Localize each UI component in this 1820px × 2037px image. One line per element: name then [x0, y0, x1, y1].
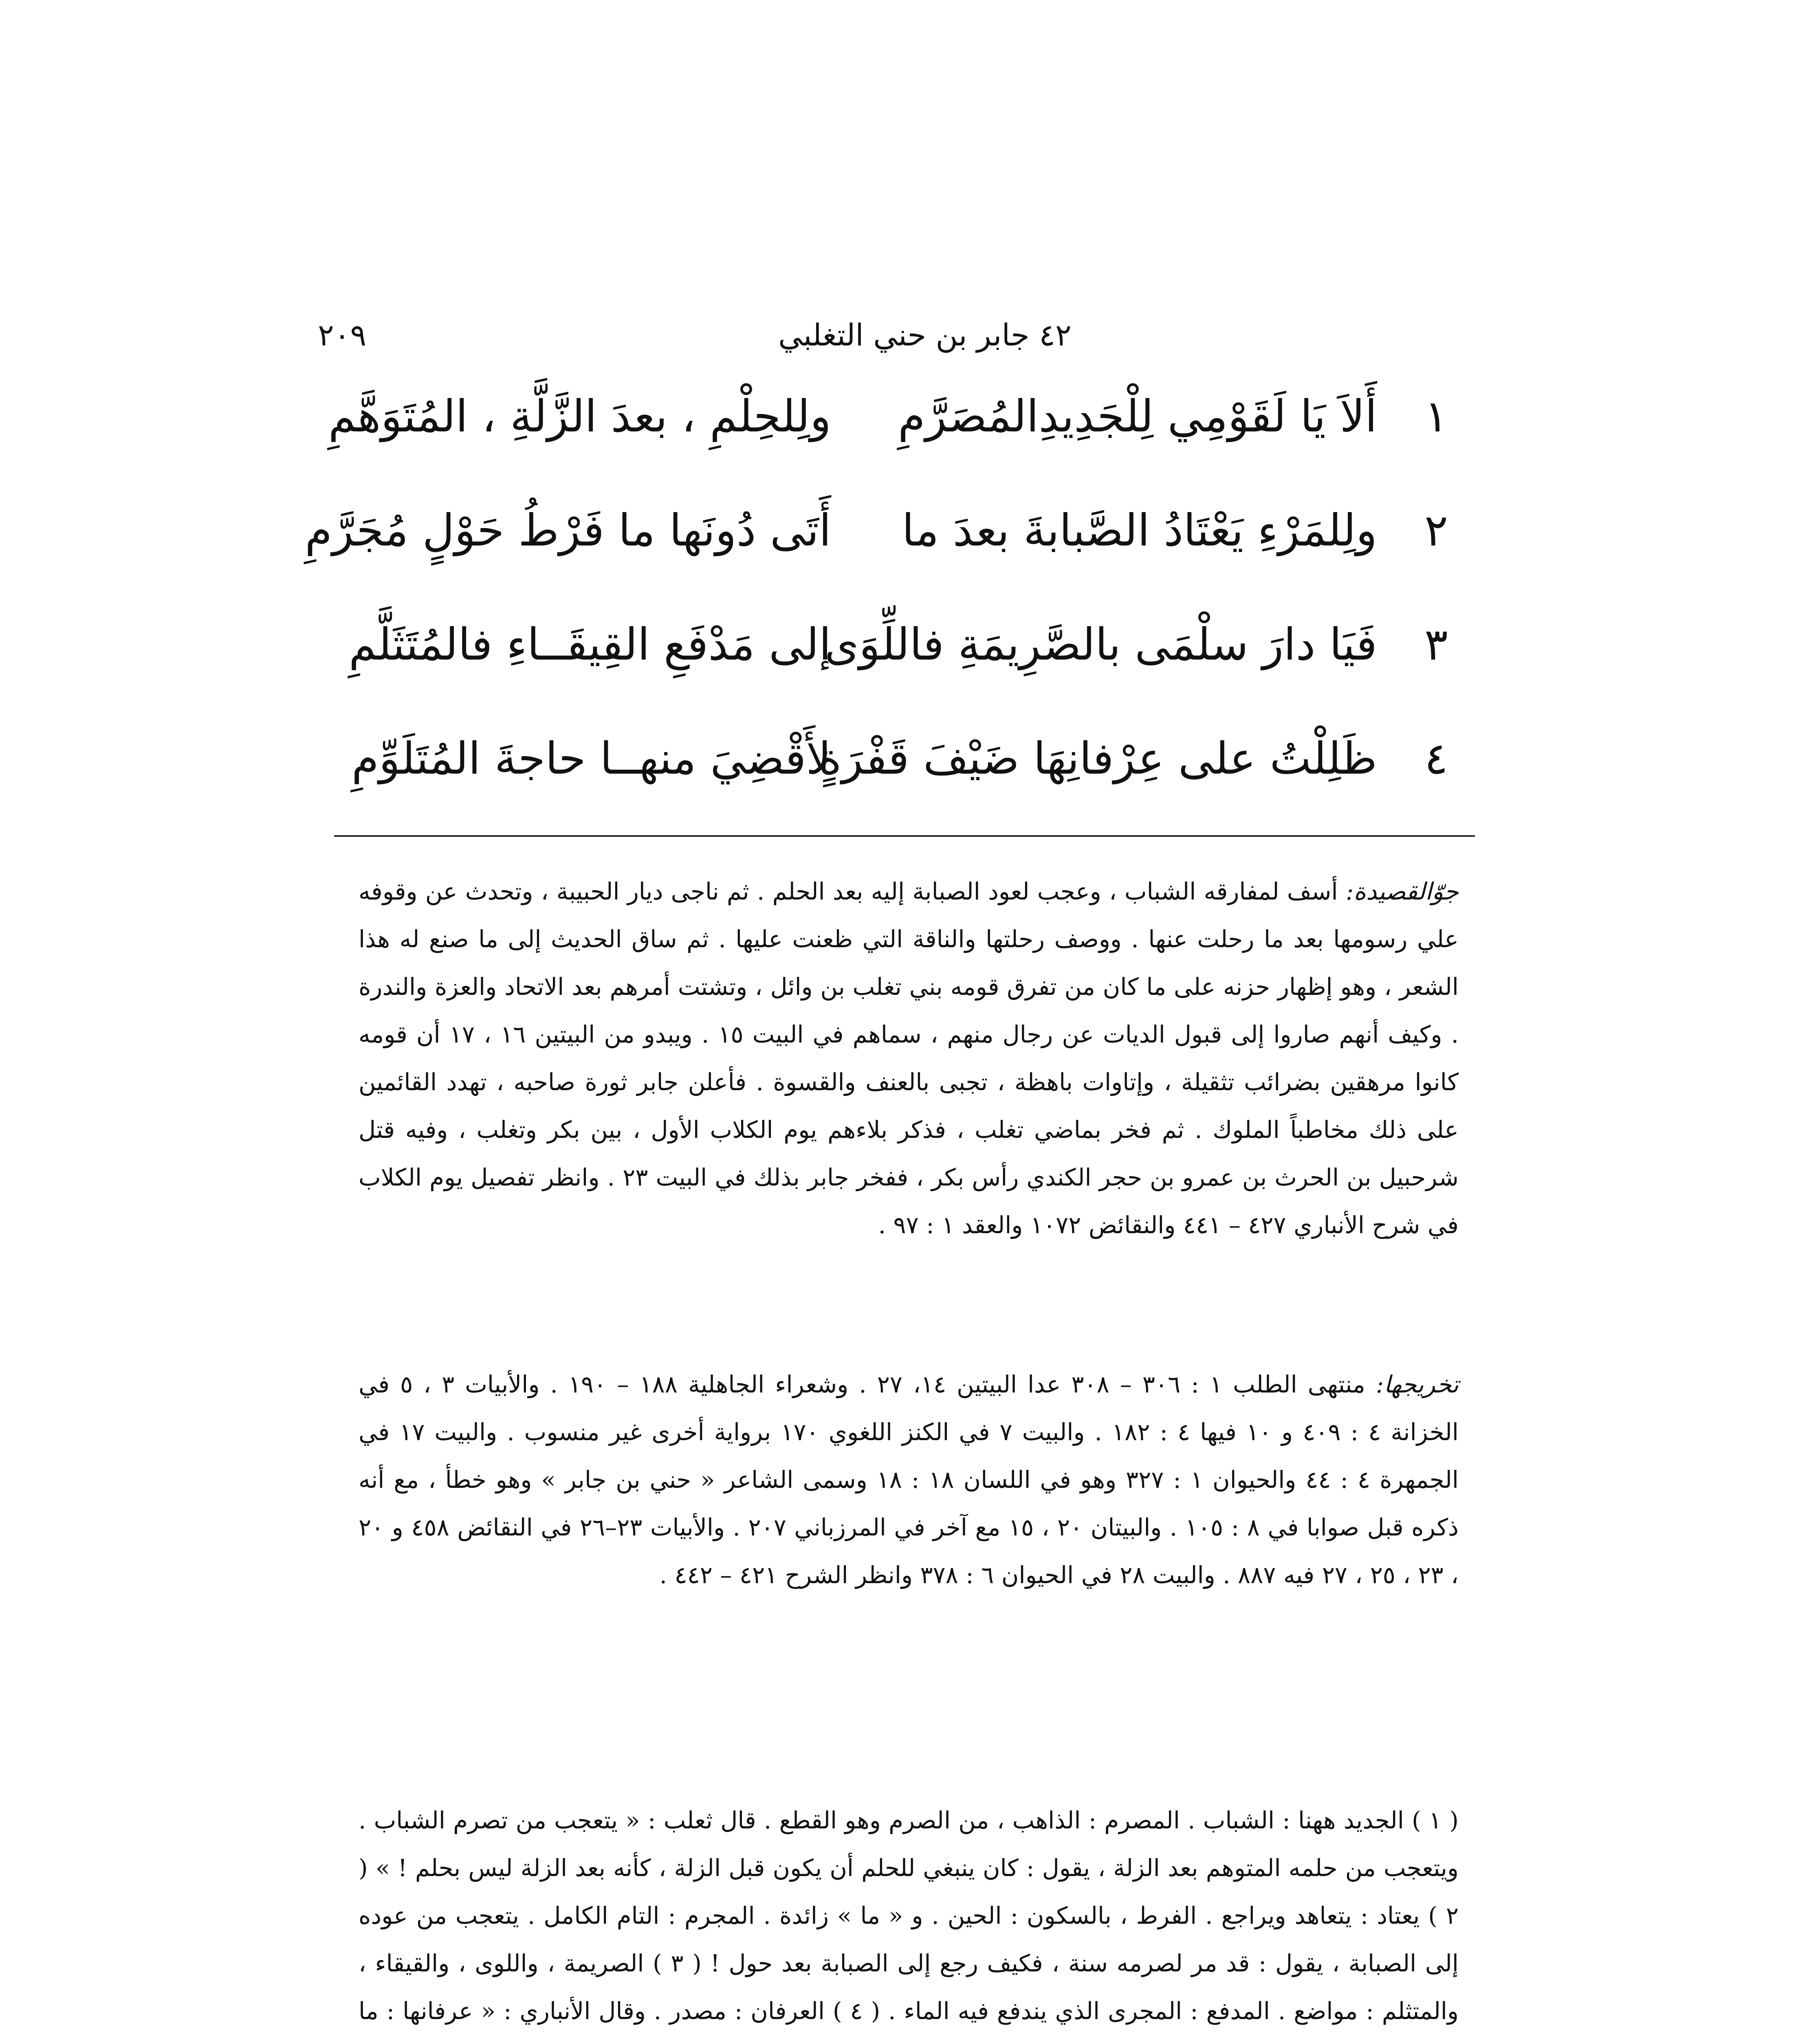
- verse-number: ٣: [1424, 619, 1448, 670]
- page-number: ٢٠٩: [318, 318, 367, 353]
- glosses-text: ( ١ ) الجديد ههنا : الشباب . المصرم : الذاهب ، من الصرم وهو القطع . قال ثعلب : « يتعجب من تصرم الشباب . ويتعجب من حلمه المتوهم بعد الزلة ، يقول : كان ينبغي للحلم أن يكون قبل الزلة ، كأنه بعد الزلة ليس بحلم ! » ( ٢ ) يعتاد : يتعاهد ويراجع . الفرط ، بالسكون : الحين . و « ما » زائدة . المجرم : التام الكامل . يتعجب من عوده إلى الصبابة ، يقول : قد مر لصرمه سنة ، فكيف رجع إلى الصبابة بعد حول ! ( ٣ ) الصريمة ، واللوى ، والقيقاء ، والمتثلم : مواضع . المدفع : المجرى الذي يندفع فيه الماء . ( ٤ ) العرفان : مصدر . وقال الأنباري : « عرفانها : ما: [359, 1806, 1459, 2025]
- summary-label: جوّالقصيدة:: [1345, 878, 1459, 905]
- verse-first-hemistich: ظَلِلْتُ على عِرْفانِهَا ضَيْفَ قَفْرَةٍ: [819, 733, 1377, 784]
- summary-text: أسف لمفارقه الشباب ، وعجب لعود الصبابة إليه بعد الحلم . ثم ناجى ديار الحبيبة ، وتحدث عن وقوفه علي رسومها بعد ما رحلت عنها . ووصف رحلتها والناقة التي ظعنت عليها . ثم ساق الحديث إلى ما صنع له هذا الشعر ، وهو إظهار حزنه على ما كان من تفرق قومه بني تغلب بن وائل ، وتشتت أمرهم بعد الاتحاد والعزة والندرة . وكيف أنهم صاروا إلى قبول الديات عن رجال منهم ، سماهم في البيت ١٥ . ويبدو من البيتين ١٦ ، ١٧ أن قومه كانوا مرهقين بضرائب تثقيلة ، وإتاوات باهظة ، تجبى بالعنف والقسوة . فأعلن جابر ثورة صاحبه ، تهدد القائمين على ذلك مخاطباً الملوك . ثم فخر بماضي تغلب ، فذكر بلاءهم يوم الكلاب الأول ، بين بكر وتغلب ، وفيه قتل شرحبيل بن الحرث بن عمرو بن حجر الكندي رأس بكر ، ففخر جابر بذلك في البيت ٢٣ . وانظر تفصيل يوم الكلاب في شرح الأنباري ٤٢٧ – ٤٤١ والنقائض ١٠٧٢ والعقد ١ : ٩٧ .: [359, 878, 1459, 1239]
- verse-second-hemistich: ولِلحِلْمِ ، بعدَ الزَّلَّةِ ، المُتَوَهَّمِ: [328, 391, 831, 442]
- glosses-note: [359, 1797, 1459, 2037]
- verse-second-hemistich: لأَقْضِيَ منهــا حاجةَ المُتَلَوِّمِ: [352, 733, 831, 784]
- verse-first-hemistich: ولِلمَرْءِ يَعْتَادُ الصَّبابةَ بعدَ ما: [902, 505, 1377, 556]
- sources-note: [359, 1361, 1459, 1599]
- verse-first-hemistich: فَيَا دارَ سلْمَى بالصَّرِيمَةِ فاللِّوَى: [824, 619, 1377, 670]
- verse-row: [350, 733, 1459, 847]
- verse-number: ٤: [1424, 733, 1448, 784]
- verse-row: [305, 505, 1459, 619]
- sources-text: منتهى الطلب ١ : ٣٠٦ – ٣٠٨ عدا البيتين ١٤، ٢٧ . وشعراء الجاهلية ١٨٨ – ١٩٠ . والأبيات ٣ ، ٥ في الخزانة ٤ : ٤٠٩ و ١٠ فيها ٤ : ١٨٢ . والبيت ٧ في الكنز اللغوي ١٧٠ برواية أخرى غير منسوب . والبيت ١٧ في الجمهرة ٤ : ٤٤ والحيوان ١ : ٣٢٧ وهو في اللسان ١٨ : ١٨ وسمى الشاعر « حني بن جابر » وهو خطأ ، مع أنه ذكره قبل صوابا في ٨ : ١٠٥ . والبيتان ٢٠ ، ١٥ مع آخر في المرزباني ٢٠٧ . والأبيات ٢٣–٢٦ في النقائض ٤٥٨ و ٢٠ ، ٢٣ ، ٢٥ ، ٢٧ فيه ٨٨٧ . والبيت ٢٨ في الحيوان ٦ : ٣٧٨ وانظر الشرح ٤٢١ – ٤٤٢ .: [359, 1370, 1459, 1589]
- verse-number: ٢: [1424, 505, 1448, 556]
- verse-second-hemistich: أَتَى دُونَها ما فَرْطُ حَوْلٍ مُجَرَّمِ: [305, 505, 831, 556]
- verse-number: ١: [1424, 391, 1448, 442]
- separator-rule: [334, 835, 1475, 837]
- poem-summary-note: [359, 868, 1459, 1249]
- verse-first-hemistich: أَلاَ يَا لَقَوْمِي لِلْجَدِيدِالمُصَرَّمِ: [898, 391, 1377, 442]
- verse-row: [350, 619, 1459, 733]
- page-header: [318, 310, 1532, 367]
- verse-row: [328, 391, 1459, 505]
- poem: [305, 391, 1459, 847]
- verse-second-hemistich: إلى مَدْفَعِ القِيقَــاءِ فالمُتَثَلَّمِ: [349, 619, 831, 670]
- sources-label: تخريجها:: [1375, 1370, 1459, 1398]
- chapter-title: ٤٢ جابر بن حني التغلبي: [778, 318, 1072, 353]
